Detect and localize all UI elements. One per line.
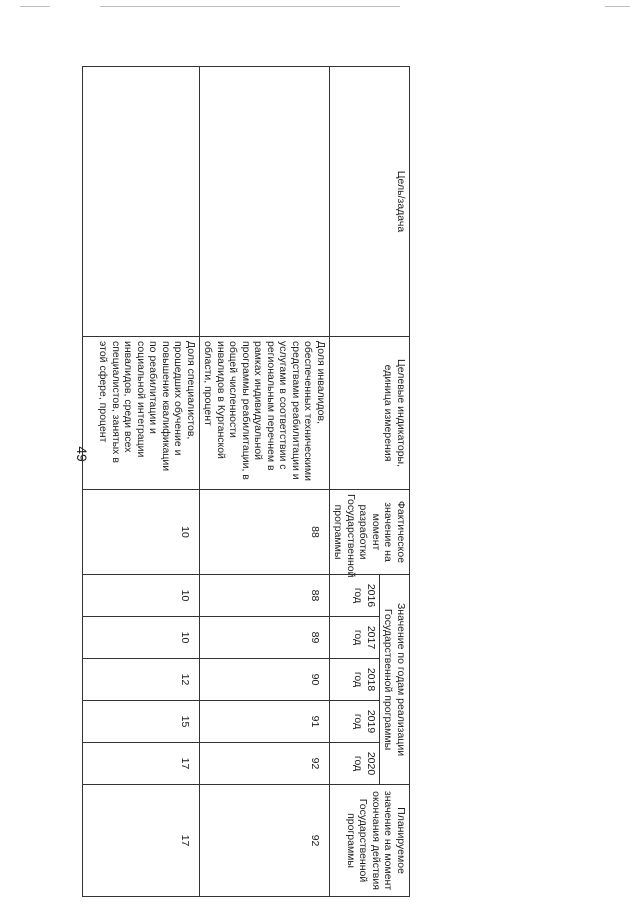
table-row: [83, 67, 200, 897]
header-year: 2018 год: [330, 659, 380, 701]
goal-cell: [200, 67, 330, 337]
year-value-cell: 89: [200, 617, 330, 659]
scan-artifact-line: [100, 6, 400, 7]
year-value-cell: 90: [200, 659, 330, 701]
indicator-cell: Доля специалистов, прошедших обучение и повышение квалификации по реабилитации и социальной интеграции инвалидов, среди всех специалистов, занятых в этой сфере, процент: [83, 337, 200, 490]
actual-value-cell: 10: [83, 490, 200, 575]
year-value-cell: 91: [200, 701, 330, 743]
year-value-cell: 10: [83, 575, 200, 617]
year-value-cell: 12: [83, 659, 200, 701]
indicator-cell: Доля инвалидов, обеспеченных техническими средствами реабилитации и услугами в соответствии с региональным перечнем в рамках индивидуальной программы реабилитации, в общей численности инвалидов в Курганской области, процент: [200, 337, 330, 490]
planned-value-cell: 17: [83, 785, 200, 897]
page-number: 49: [74, 446, 90, 462]
rotated-table-wrapper: [97, 66, 410, 896]
planned-value-cell: 92: [200, 785, 330, 897]
year-value-cell: 10: [83, 617, 200, 659]
header-year: 2017 год: [330, 617, 380, 659]
header-year: 2016 год: [330, 575, 380, 617]
scan-artifact-line: [20, 6, 50, 7]
table-row: [200, 67, 330, 897]
header-planned: Планируемое значение на момент окончания действия Государственной программы: [330, 785, 410, 897]
header-goal: Цель/задача: [330, 67, 410, 337]
scan-artifact-line: [605, 6, 630, 7]
year-value-cell: 17: [83, 743, 200, 785]
goal-cell: [83, 67, 200, 337]
year-value-cell: 15: [83, 701, 200, 743]
indicators-table: [82, 66, 410, 897]
year-value-cell: 88: [200, 575, 330, 617]
header-actual: Фактическое значение на момент разработки Государственной программы: [330, 490, 410, 575]
header-year: 2019 год: [330, 701, 380, 743]
header-by-year: Значение по годам реализации Государственной программы: [380, 575, 410, 785]
header-indicator: Целевые индикаторы, единица измерения: [330, 337, 410, 490]
year-value-cell: 92: [200, 743, 330, 785]
actual-value-cell: 88: [200, 490, 330, 575]
header-year: 2020 год: [330, 743, 380, 785]
